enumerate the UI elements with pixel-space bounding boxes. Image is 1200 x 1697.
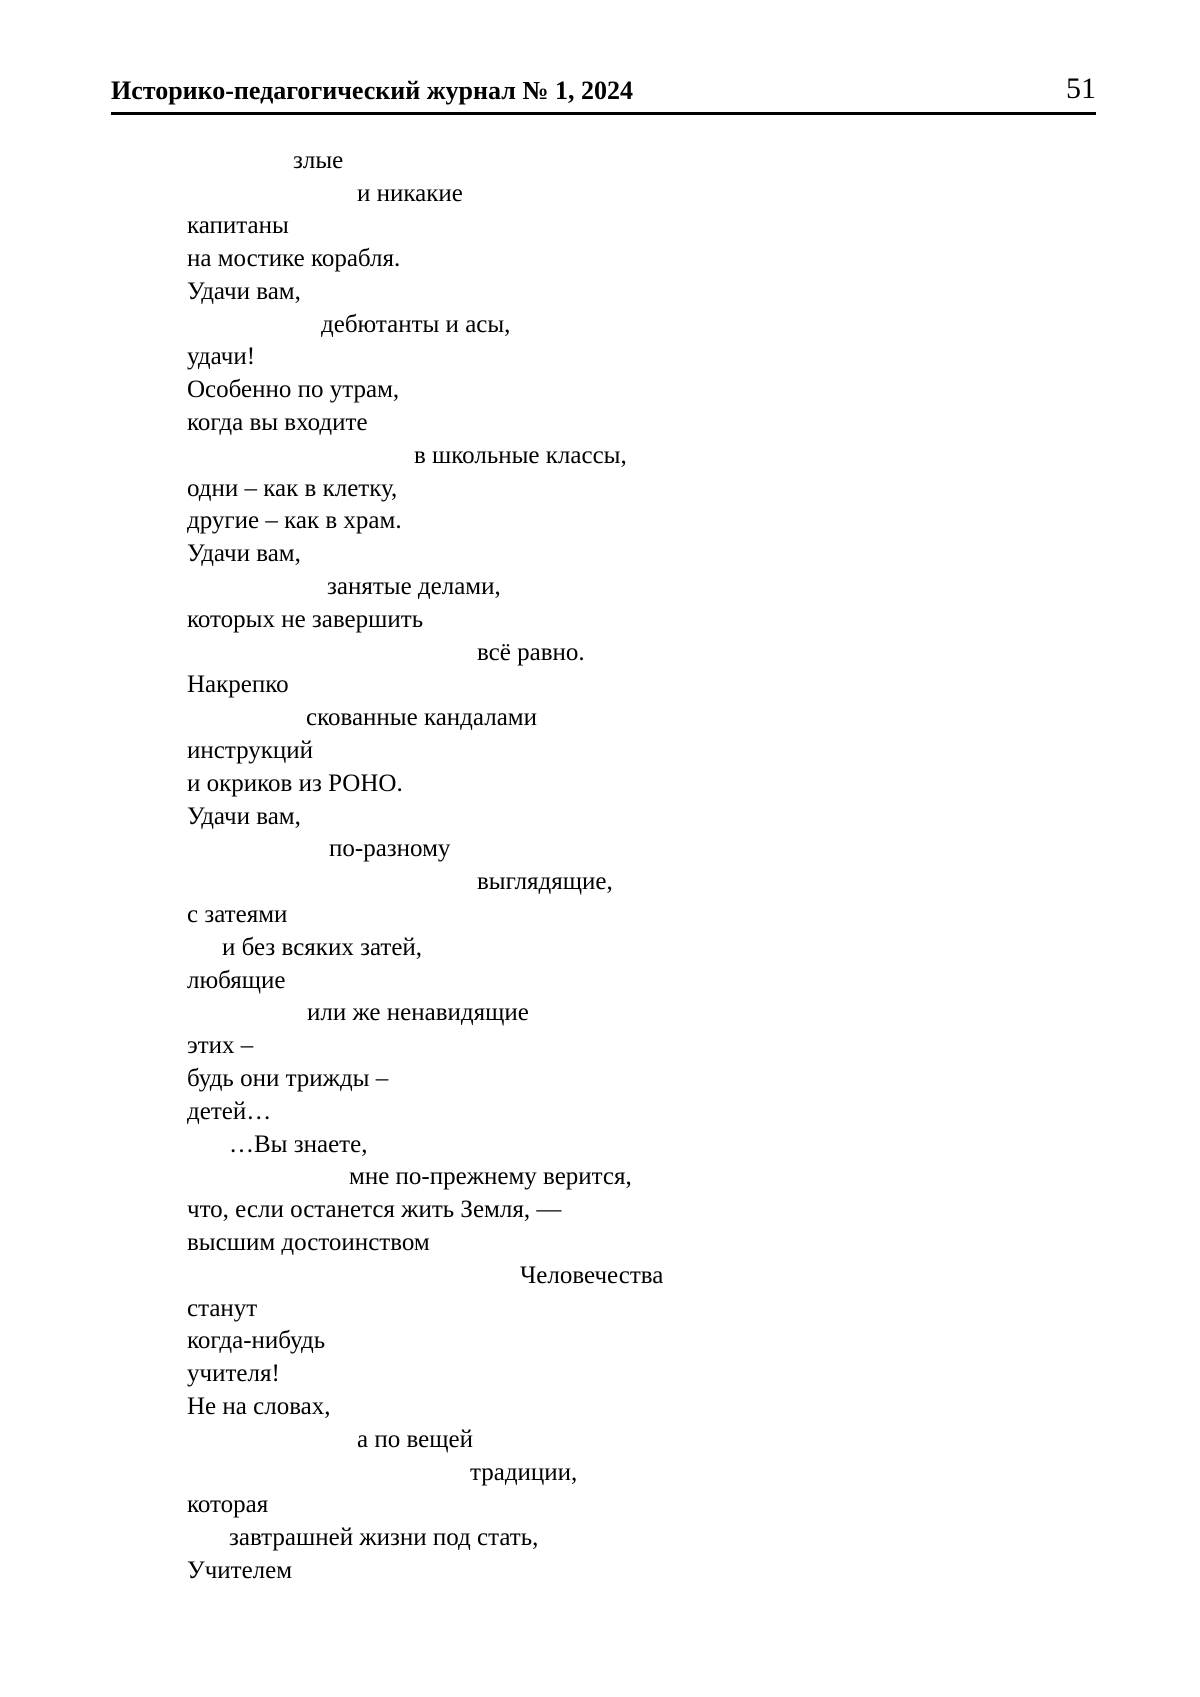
poem-line: удачи! xyxy=(187,343,256,370)
poem-line: когда вы входите xyxy=(187,409,368,436)
poem-line: Удачи вам, xyxy=(187,803,301,830)
poem-line: а по вещей xyxy=(357,1426,473,1453)
poem-line: высшим достоинством xyxy=(187,1229,430,1256)
poem-line: что, если останется жить Земля, — xyxy=(187,1196,562,1223)
poem-line: другие – как в храм. xyxy=(187,507,402,534)
poem-line: которых не завершить xyxy=(187,606,424,633)
poem-line: этих – xyxy=(187,1032,254,1059)
poem-line: дебютанты и асы, xyxy=(321,311,511,338)
poem-line: традиции, xyxy=(470,1459,578,1486)
poem-line: по-разному xyxy=(329,835,451,862)
poem-line: будь они трижды – xyxy=(187,1065,389,1092)
poem-line: в школьные классы, xyxy=(414,442,627,469)
journal-title: Историко-педагогический журнал № 1, 2024 xyxy=(111,76,633,105)
poem-line: всё равно. xyxy=(477,639,585,666)
poem-line: Удачи вам, xyxy=(187,278,301,305)
poem-line: Удачи вам, xyxy=(187,540,301,567)
poem-line: детей… xyxy=(187,1098,272,1125)
poem-line: Учителем xyxy=(187,1557,293,1584)
poem-line: завтрашней жизни под стать, xyxy=(229,1524,539,1551)
poem-line: Накрепко xyxy=(187,671,289,698)
poem-line: скованные кандалами xyxy=(306,704,537,731)
poem-line: и никакие xyxy=(357,180,463,207)
poem-line: …Вы знаете, xyxy=(229,1131,368,1158)
poem-line: когда-нибудь xyxy=(187,1327,326,1354)
poem-line: на мостике корабля. xyxy=(187,245,401,272)
poem-line: инструкций xyxy=(187,737,314,764)
poem-line: капитаны xyxy=(187,212,289,239)
poem-line: Особенно по утрам, xyxy=(187,376,400,403)
poem-line: которая xyxy=(187,1491,269,1518)
poem-line: мне по-прежнему верится, xyxy=(349,1163,632,1190)
poem-line: любящие xyxy=(187,967,286,994)
page-number: 51 xyxy=(1066,72,1096,105)
poem-line: и окриков из РОНО. xyxy=(187,770,403,797)
poem-line: злые xyxy=(293,147,344,174)
poem-line: Не на словах, xyxy=(187,1393,331,1420)
poem-line: станут xyxy=(187,1295,258,1322)
poem-line: учителя! xyxy=(187,1360,280,1387)
poem-line: с затеями xyxy=(187,901,288,928)
poem-line: выглядящие, xyxy=(477,868,613,895)
poem-line: или же ненавидящие xyxy=(307,999,529,1026)
poem-line: одни – как в клетку, xyxy=(187,475,398,502)
poem-line: занятые делами, xyxy=(327,573,501,600)
poem-line: и без всяких затей, xyxy=(222,934,423,961)
poem-line: Человечества xyxy=(520,1262,664,1289)
